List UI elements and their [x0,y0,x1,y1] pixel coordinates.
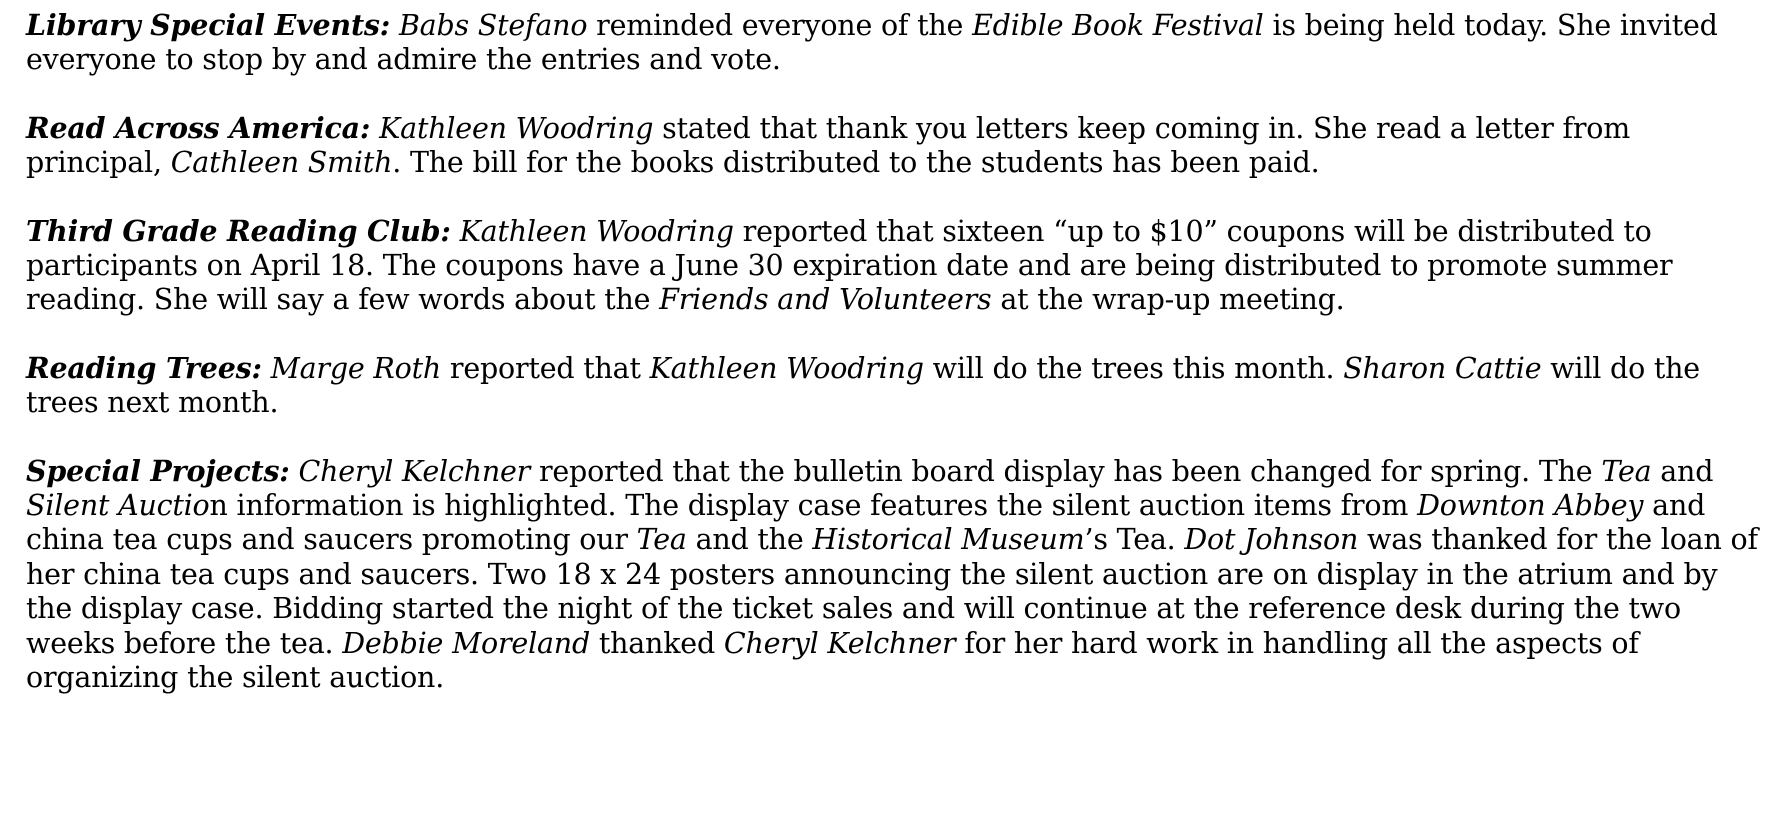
person-name: Cathleen Smith [170,146,393,180]
person-name: Dot Johnson [1184,523,1359,557]
body-text: at the wrap-up meeting. [991,283,1345,317]
event-name: Tea [1601,454,1652,488]
person-name: Sharon Cattie [1343,351,1542,385]
body-text: is being held today. She invited everyone to stop by and admire the entries and vote. [26,9,1718,77]
person-name: Kathleen Woodring [649,351,924,385]
title-name: Downton Abbey [1417,489,1644,523]
person-name: Marge Roth [270,351,442,385]
section-read-across-america [26,111,1766,181]
body-text: will do the trees next month. [26,351,1700,420]
group-name: Friends and Volunteers [659,283,992,317]
section-special-projects [26,454,1766,696]
section-heading: Reading Trees: [26,350,262,385]
body-text: was thanked for the loan of her china tea cups and saucers. Two 18 x 24 posters announcing the silent auction are on display in the atrium and by the display case. Bidding started the night of the ticket sales and will continue at the reference desk during the two weeks before the tea. [26,523,1758,660]
section-reading-trees [26,351,1766,421]
body-text: will do the trees this month. [923,351,1344,385]
body-text: for her hard work in handling all the aspects of organizing the silent auction. [26,626,1639,695]
body-text: thanked [590,626,724,660]
body-text: and the [686,523,813,557]
person-name: Cheryl Kelchner [723,626,956,660]
body-text: and china tea cups and saucers promoting our [26,489,1706,557]
body-text: ’s Tea. [1084,523,1185,557]
body-text: . The bill for the books distributed to the students has been paid. [392,146,1320,180]
section-heading: Special Projects: [26,453,290,488]
person-name: Cheryl Kelchner [298,454,531,488]
section-heading: Read Across America: [26,110,371,145]
body-text: reminded everyone of the [587,9,973,42]
section-heading: Third Grade Reading Club: [26,213,451,248]
body-text: n information is highlighted. The display case features the silent auction items from [209,489,1418,523]
section-third-grade-reading-club [26,214,1766,318]
organization-name: Historical Museum [812,523,1085,557]
event-name: Silent Auctio [26,489,210,523]
event-name: Tea [636,523,687,557]
body-text: and [1651,454,1714,488]
person-name: Kathleen Woodring [379,111,654,145]
body-text: reported that sixteen “up to $10” coupons will be distributed to participants on April 18. The coupons have a June 30 expiration date and are being distributed to promote summer reading. She will say a few words about the [26,214,1673,317]
person-name: Babs Stefano [398,9,588,42]
person-name: Kathleen Woodring [459,214,734,248]
section-library-special-events [26,8,1766,78]
event-name: Edible Book Festival [972,9,1264,42]
section-heading: Library Special Events: [26,8,391,42]
body-text: stated that thank you letters keep coming in. She read a letter from principal, [26,111,1631,180]
person-name: Debbie Moreland [342,626,590,660]
body-text: reported that [441,351,650,385]
body-text: reported that the bulletin board display has been changed for spring. The [530,454,1602,488]
document-body [26,8,1766,696]
